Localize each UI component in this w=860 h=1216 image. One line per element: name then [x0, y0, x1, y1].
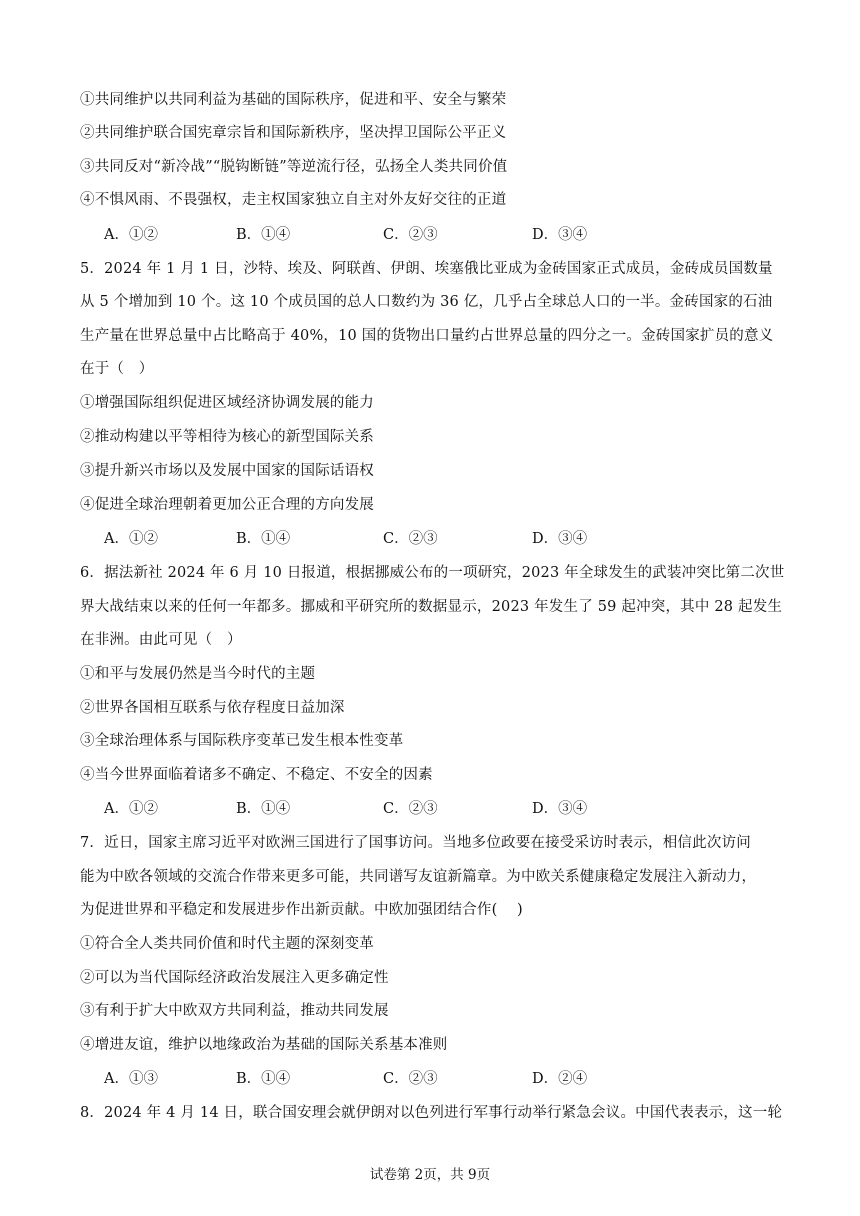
q5-item-1: ①增强国际组织促进区域经济协调发展的能力: [80, 395, 374, 411]
q8-stem-line-1: 8．2024 年 4 月 14 日，联合国安理会就伊朗对以色列进行军事行动举行紧急会议。中国代表表示，这一轮: [80, 1105, 783, 1121]
page-footer: 试卷第 2页，共 9页: [369, 1167, 491, 1183]
q6-item-2: ②世界各国相互联系与依存程度日益加深: [80, 700, 345, 716]
q4-item-3: ③共同反对“新冷战”“脱钩断链”等逆流行径，弘扬全人类共同价值: [80, 159, 508, 175]
q6-option-c: C．②③: [383, 801, 438, 817]
q4-option-c: C．②③: [383, 227, 438, 243]
q5-item-3: ③提升新兴市场以及发展中国家的国际话语权: [80, 463, 374, 479]
q6-option-b: B．①④: [236, 801, 291, 817]
q6-item-3: ③全球治理体系与国际秩序变革已发生根本性变革: [80, 733, 404, 749]
q6-option-d: D．③④: [532, 801, 588, 817]
q5-item-2: ②推动构建以平等相待为核心的新型国际关系: [80, 429, 374, 445]
q5-stem-line-1: 5．2024 年 1 月 1 日，沙特、埃及、阿联酋、伊朗、埃塞俄比亚成为金砖国家正式成员，金砖成员国数量: [80, 261, 773, 277]
q6-item-4: ④当今世界面临着诸多不确定、不稳定、不安全的因素: [80, 767, 433, 783]
q7-option-b: B．①④: [236, 1071, 291, 1087]
q7-item-4: ④增进友谊，维护以地缘政治为基础的国际关系基本准则: [80, 1037, 448, 1053]
q5-stem-line-2: 从 5 个增加到 10 个。这 10 个成员国的总人口数约为 36 亿，几乎占全球总人口的一半。金砖国家的石油: [80, 294, 773, 310]
q7-option-d: D．②④: [532, 1071, 588, 1087]
q7-stem-line-1: 7．近日，国家主席习近平对欧洲三国进行了国事访问。当地多位政要在接受采访时表示，相信此次访问: [80, 835, 751, 851]
q7-option-a: A．①③: [104, 1071, 158, 1087]
q6-stem-line-2: 界大战结束以来的任何一年都多。挪威和平研究所的数据显示，2023 年发生了 59 起冲突，其中 28 起发生: [80, 599, 783, 615]
q4-option-a: A．①②: [104, 227, 158, 243]
q5-option-c: C．②③: [383, 531, 438, 547]
q5-option-b: B．①④: [236, 531, 291, 547]
q6-option-a: A．①②: [104, 801, 158, 817]
q4-item-4: ④不惧风雨、不畏强权，走主权国家独立自主对外友好交往的正道: [80, 192, 507, 208]
q7-item-2: ②可以为当代国际经济政治发展注入更多确定性: [80, 970, 389, 986]
q6-item-1: ①和平与发展仍然是当今时代的主题: [80, 666, 316, 682]
q5-stem-line-3: 生产量在世界总量中占比略高于 40%，10 国的货物出口量约占世界总量的四分之一。金砖国家扩员的意义: [80, 328, 774, 344]
q7-option-c: C．②③: [383, 1071, 438, 1087]
q7-stem-line-2: 能为中欧各领域的交流合作带来更多可能，共同谱写友谊新篇章。为中欧关系健康稳定发展注入新动力，: [80, 869, 757, 885]
q7-stem-line-3: 为促进世界和平稳定和发展进步作出新贡献。中欧加强团结合作( ): [80, 902, 523, 918]
q7-item-1: ①符合全人类共同价值和时代主题的深刻变革: [80, 936, 374, 952]
q4-option-b: B．①④: [236, 227, 291, 243]
q5-option-a: A．①②: [104, 531, 158, 547]
q6-stem-line-1: 6．据法新社 2024 年 6 月 10 日报道，根据挪威公布的一项研究，2023 年全球发生的武装冲突比第二次世: [80, 565, 785, 581]
q5-stem-line-4: 在于（ ）: [80, 361, 154, 377]
q4-item-1: ①共同维护以共同利益为基础的国际秩序，促进和平、安全与繁荣: [80, 92, 507, 108]
q7-item-3: ③有利于扩大中欧双方共同利益，推动共同发展: [80, 1003, 389, 1019]
q5-item-4: ④促进全球治理朝着更加公正合理的方向发展: [80, 497, 374, 513]
q5-option-d: D．③④: [532, 531, 588, 547]
q4-option-d: D．③④: [532, 227, 588, 243]
q4-item-2: ②共同维护联合国宪章宗旨和国际新秩序，坚决捍卫国际公平正义: [80, 125, 507, 141]
q6-stem-line-3: 在非洲。由此可见（ ）: [80, 632, 242, 648]
